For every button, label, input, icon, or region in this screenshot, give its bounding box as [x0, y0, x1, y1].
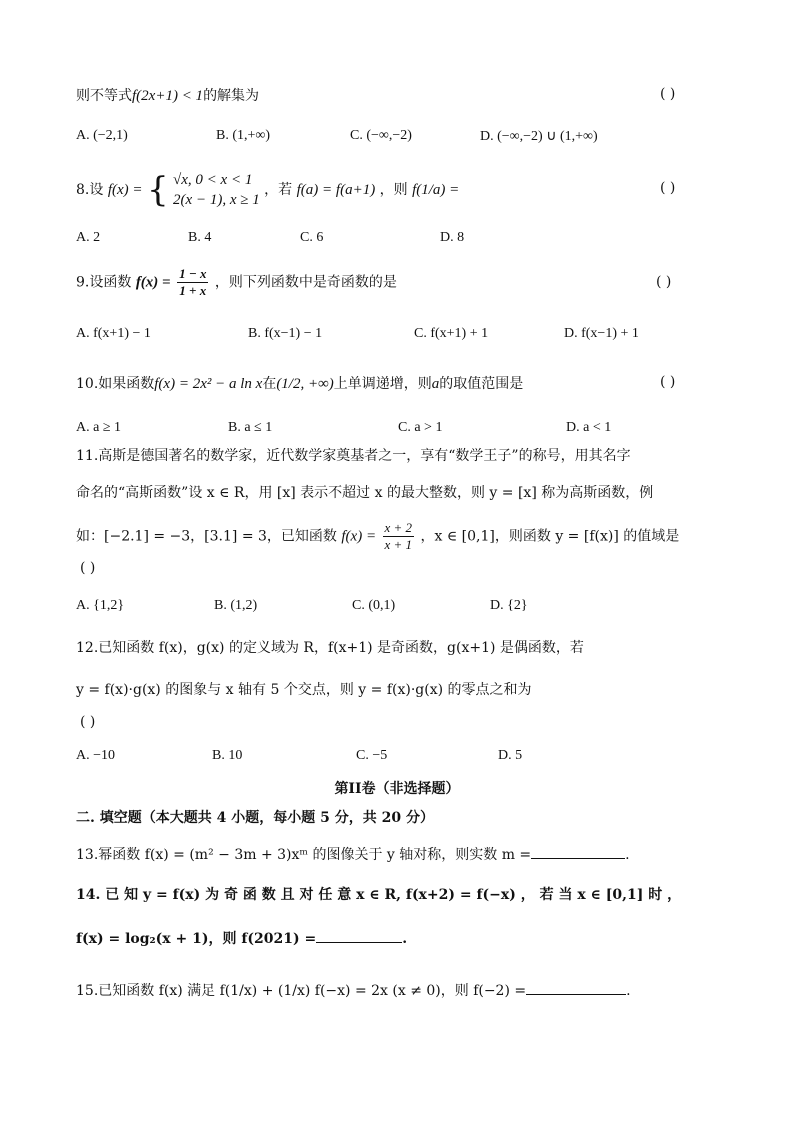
q12-line1: 12.已知函数 f(x)，g(x) 的定义域为 R，f(x+1) 是奇函数，g(x+1) 是偶函数，若 [76, 640, 584, 656]
q9-num: 9.设函数 [76, 274, 132, 291]
q9-option-c: C. f(x+1) + 1 [414, 326, 489, 341]
q12-option-a: A. −10 [76, 748, 116, 763]
q9-option-a: A. f(x+1) − 1 [76, 326, 151, 341]
q8-cond: f(a) = f(a+1) [296, 182, 376, 198]
q10-option-c: C. a > 1 [398, 420, 443, 435]
q14-answer-blank[interactable] [316, 928, 402, 943]
q12-option-d: D. 5 [498, 748, 523, 763]
q7-stem [76, 86, 259, 106]
q11-answer-paren: ( ) [80, 560, 96, 576]
q8-fx: f(x) = [107, 182, 143, 198]
q10-option-b: B. a ≤ 1 [228, 420, 273, 435]
q8-option-c: C. 6 [300, 230, 324, 245]
q8-num: 8.设 [76, 182, 104, 198]
q7-option-d: D. (−∞,−2) ∪ (1,+∞) [480, 129, 598, 144]
q10-option-d: D. a < 1 [566, 420, 612, 435]
q13-end: . [625, 847, 630, 863]
q12-option-c: C. −5 [356, 748, 388, 763]
q13-stem [76, 844, 630, 865]
q9-option-d: D. f(x−1) + 1 [564, 326, 639, 341]
q11-option-d: D. {2} [490, 598, 528, 613]
q11-numerator: x + 2 [384, 520, 413, 535]
q10-interval: (1/2, +∞) [276, 376, 334, 392]
q11-line2: 命名的“高斯函数”设 x ∈ R，用 [x] 表示不超过 x 的最大整数，则 y = [x] 称为高斯函数，例 [76, 485, 654, 501]
q9-option-b: B. f(x−1) − 1 [248, 326, 323, 341]
q10-option-a: A. a ≥ 1 [76, 420, 122, 435]
q14-end: . [402, 931, 408, 947]
q8-option-d: D. 8 [440, 230, 465, 245]
q11-option-c: C. (0,1) [352, 598, 396, 613]
q11-line3b: ，x ∈ [0,1]，则函数 y = [f(x)] 的值域是 [420, 528, 680, 545]
q11-line3a: 如：[−2.1] = −3，[3.1] = 3，已知函数 [76, 528, 337, 545]
q10-num: 10.如果函数 [76, 376, 155, 392]
q11-line3 [76, 520, 679, 553]
q8-mid: ，若 [264, 182, 293, 198]
q10-tail2: 的取值范围是 [439, 376, 524, 392]
q9-answer-paren: ( ) [656, 274, 672, 290]
q10-var: a [431, 376, 440, 392]
q12-line2: y = f(x)·g(x) 的图象与 x 轴有 5 个交点，则 y = f(x)·g(x) 的零点之和为 [76, 682, 532, 698]
q9-denominator: 1 + x [179, 283, 207, 298]
q11-option-a: A. {1,2} [76, 598, 125, 613]
q7-option-a: A. (−2,1) [76, 128, 128, 143]
q7-tail: 的解集为 [203, 88, 260, 104]
q15-answer-blank[interactable] [526, 980, 626, 995]
q7-option-c: C. (−∞,−2) [350, 128, 412, 143]
q13-text: 13.幂函数 f(x) = (m² − 3m + 3)xᵐ 的图像关于 y 轴对称，则实数 m = [76, 847, 532, 863]
q15-end: . [626, 983, 631, 999]
q11-option-b: B. (1,2) [214, 598, 258, 613]
q12-answer-paren: ( ) [80, 714, 96, 730]
q15-stem [76, 980, 631, 1001]
q8-answer-paren: ( ) [660, 180, 676, 196]
section-heading: 二. 填空题（本大题共 4 小题，每小题 5 分，共 20 分） [76, 810, 434, 826]
q10-tail: 上单调递增，则 [333, 376, 432, 392]
q8-piecewise [147, 170, 260, 210]
q8-brace: { [146, 170, 169, 210]
q7-answer-paren: ( ) [660, 86, 676, 102]
q8-stem [76, 170, 459, 210]
q8-case1: √x, 0 < x < 1 [173, 172, 253, 188]
q10-fx: f(x) = 2x² − a ln x [154, 376, 263, 392]
q13-answer-blank[interactable] [531, 844, 625, 859]
q9-tail: ，则下列函数中是奇函数的是 [214, 274, 397, 291]
q14-line1: 14. 已 知 y = f(x) 为 奇 函 数 且 对 任 意 x ∈ R, f(x+2) = f(−x) ， 若 当 x ∈ [0,1] 时 ， [76, 887, 682, 903]
q10-stem [76, 374, 523, 394]
q15-text: 15.已知函数 f(x) 满足 f(1/x) + (1/x) f(−x) = 2x (x ≠ 0)，则 f(−2) = [76, 983, 527, 999]
q10-answer-paren: ( ) [660, 374, 676, 390]
q11-denominator: x + 1 [384, 537, 413, 552]
q11-line1: 11.高斯是德国著名的数学家，近代数学家奠基者之一，享有“数学王子”的称号，用其名字 [76, 448, 631, 464]
q7-text: 则不等式 [76, 88, 132, 104]
q9-fx: f(x) = [135, 274, 171, 291]
q12-option-b: B. 10 [212, 748, 243, 763]
q8-then: ，则 [379, 182, 408, 198]
q11-fraction [383, 520, 415, 553]
q8-option-b: B. 4 [188, 230, 212, 245]
q9-fraction [177, 266, 208, 299]
q14-line2 [76, 928, 407, 949]
q11-fx: f(x) = [341, 528, 377, 545]
q9-stem [76, 266, 397, 299]
section-title: 第II卷（非选择题） [334, 781, 460, 797]
q7-option-b: B. (1,+∞) [216, 128, 271, 143]
q8-case2: 2(x − 1), x ≥ 1 [173, 192, 260, 208]
q7-expr: f(2x+1) < 1 [132, 88, 204, 104]
q10-mid: 在 [262, 376, 277, 392]
q9-numerator: 1 − x [179, 266, 207, 281]
q8-option-a: A. 2 [76, 230, 101, 245]
q8-ask: f(1/a) = [412, 182, 460, 198]
q14-line2-text: f(x) = log₂(x + 1)，则 f(2021) = [76, 931, 317, 947]
